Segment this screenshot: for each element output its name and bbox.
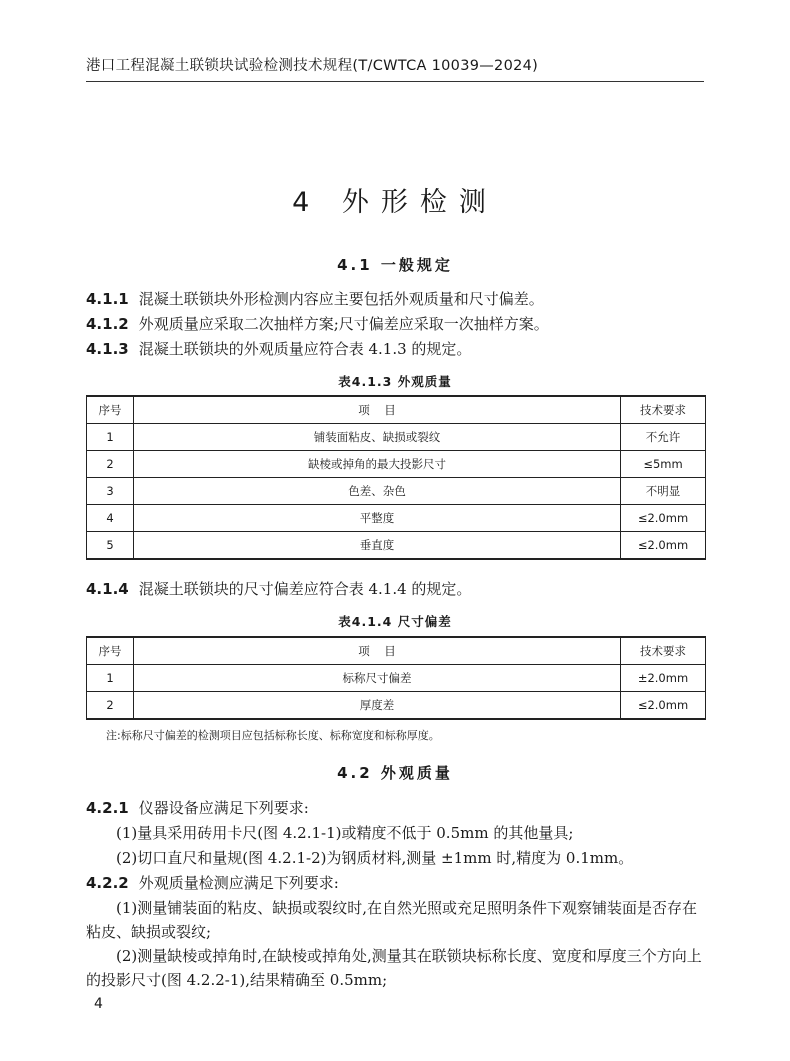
clause-4-1-2: [86, 312, 706, 336]
table-4-1-3: [86, 395, 706, 560]
clause-number: 4.1.2: [86, 315, 129, 333]
table-caption-4-1-4: 表4.1.4 尺寸偏差: [338, 614, 452, 629]
table-cell: 平整度: [134, 505, 621, 532]
clause-number: 4.2.1: [86, 799, 129, 817]
table-4-1-4: [86, 636, 706, 720]
table-row: [87, 505, 706, 532]
list-item: (2)测量缺棱或掉角时,在缺棱或掉角处,测量其在联锁块标称长度、宽度和厚度三个方向上的投影尺寸(图 4.2.2-1),结果精确至 0.5mm;: [86, 947, 702, 989]
section-title-4-2: 4.2 外观质量: [337, 764, 453, 782]
table-header-row: [87, 396, 706, 424]
table-cell: 缺棱或掉角的最大投影尺寸: [134, 451, 621, 478]
table-cell: ≤5mm: [621, 451, 706, 478]
list-item: (2)切口直尺和量规(图 4.2.1-2)为钢质材料,测量 ±1mm 时,精度为 0.1mm。: [116, 849, 634, 867]
header-cell: 项 目: [134, 637, 621, 665]
table-cell: 3: [87, 478, 134, 505]
table-header-row: [87, 637, 706, 665]
clause-text: 混凝土联锁块的外观质量应符合表 4.1.3 的规定。: [138, 340, 472, 358]
clause-text: 混凝土联锁块外形检测内容应主要包括外观质量和尺寸偏差。: [138, 290, 544, 308]
table-cell: 1: [87, 665, 134, 692]
list-item: (1)测量铺装面的粘皮、缺损或裂纹时,在自然光照或充足照明条件下观察铺装面是否存在粘皮、缺损或裂纹;: [86, 899, 698, 941]
table-cell: 5: [87, 532, 134, 560]
table-cell: 2: [87, 451, 134, 478]
header-cell: 技术要求: [621, 637, 706, 665]
clause-4-2-1: [86, 796, 706, 820]
clause-text: 外观质量应采取二次抽样方案;尺寸偏差应采取一次抽样方案。: [138, 315, 549, 333]
table-cell: ≤2.0mm: [621, 505, 706, 532]
table-row: [87, 478, 706, 505]
clause-4-1-3: [86, 337, 706, 361]
table-cell: ≤2.0mm: [621, 692, 706, 720]
clause-text: 仪器设备应满足下列要求:: [138, 799, 309, 817]
table-row: [87, 424, 706, 451]
clause-4-1-4: [86, 577, 706, 601]
clause-number: 4.2.2: [86, 874, 129, 892]
chapter-title: 4 外形检测: [292, 187, 498, 218]
clause-text: 外观质量检测应满足下列要求:: [138, 874, 339, 892]
header-cell: 项 目: [134, 396, 621, 424]
table-row: [87, 665, 706, 692]
clause-number: 4.1.1: [86, 290, 129, 308]
table-cell: 不允许: [621, 424, 706, 451]
table-note: 注:标称尺寸偏差的检测项目应包括标称长度、标称宽度和标称厚度。: [106, 729, 440, 742]
table-cell: 不明显: [621, 478, 706, 505]
table-row: [87, 451, 706, 478]
section-title-4-1: 4.1 一般规定: [337, 256, 453, 274]
list-item: (1)量具采用砖用卡尺(图 4.2.1-1)或精度不低于 0.5mm 的其他量具;: [116, 824, 574, 842]
clause-4-2-2: [86, 871, 706, 895]
table-row: [87, 532, 706, 560]
table-cell: 垂直度: [134, 532, 621, 560]
table-cell: 铺装面粘皮、缺损或裂纹: [134, 424, 621, 451]
table-cell: 2: [87, 692, 134, 720]
header-cell: 序号: [87, 396, 134, 424]
table-cell: 厚度差: [134, 692, 621, 720]
header-cell: 序号: [87, 637, 134, 665]
table-cell: ±2.0mm: [621, 665, 706, 692]
table-cell: ≤2.0mm: [621, 532, 706, 560]
clause-text: 混凝土联锁块的尺寸偏差应符合表 4.1.4 的规定。: [138, 580, 472, 598]
table-row: [87, 692, 706, 720]
page-number: 4: [94, 996, 103, 1012]
running-header: 港口工程混凝土联锁块试验检测技术规程(T/CWTCA 10039—2024): [86, 54, 704, 82]
table-cell: 4: [87, 505, 134, 532]
header-cell: 技术要求: [621, 396, 706, 424]
clause-number: 4.1.4: [86, 580, 129, 598]
clause-number: 4.1.3: [86, 340, 129, 358]
table-cell: 标称尺寸偏差: [134, 665, 621, 692]
table-cell: 色差、杂色: [134, 478, 621, 505]
table-cell: 1: [87, 424, 134, 451]
clause-4-1-1: [86, 287, 706, 311]
table-caption-4-1-3: 表4.1.3 外观质量: [338, 374, 452, 389]
